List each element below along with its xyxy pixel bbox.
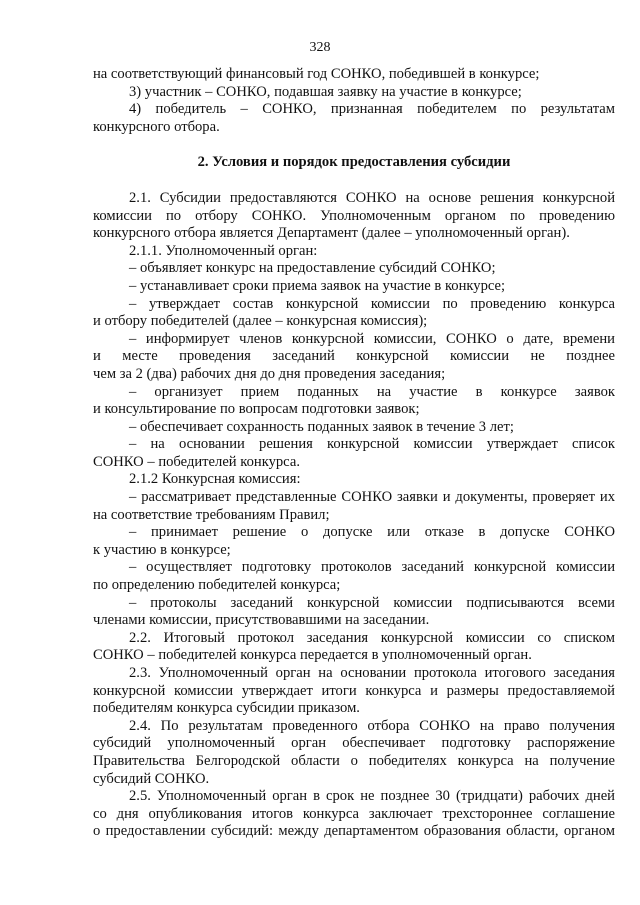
text-line: – осуществляет подготовку протоколов заседаний конкурсной комиссии bbox=[129, 559, 615, 576]
text-line: субсидий уполномоченный орган обеспечивает подготовку распоряжение bbox=[93, 735, 615, 752]
document-body bbox=[93, 66, 615, 841]
text-line: комиссии по отбору СОНКО. Уполномоченным органом по проведению bbox=[93, 207, 615, 224]
text-line: 3) участник – СОНКО, подавшая заявку на участие в конкурсе; bbox=[129, 83, 522, 100]
text-line: по определению победителей конкурса; bbox=[93, 577, 341, 594]
text-line: и отбору победителей (далее – конкурсная комиссия); bbox=[93, 313, 428, 330]
text-line: 2.5. Уполномоченный орган в срок не позднее 30 (тридцати) рабочих дней bbox=[129, 788, 615, 805]
text-line: 4) победитель – СОНКО, признанная победителем по результатам bbox=[129, 101, 615, 118]
text-line: 2.1. Субсидии предоставляются СОНКО на основе решения конкурсной bbox=[129, 189, 615, 206]
text-line: 2.3. Уполномоченный орган на основании протокола итогового заседания bbox=[129, 665, 615, 681]
text-line: субсидий СОНКО. bbox=[93, 770, 210, 787]
text-line: со дня опубликования итогов конкурса заключает трехстороннее соглашение bbox=[93, 805, 615, 822]
text-line: 2.1.1. Уполномоченный орган: bbox=[129, 242, 318, 259]
text-line: – устанавливает сроки приема заявок на участие в конкурсе; bbox=[129, 277, 506, 294]
text-line: на соответствие требованиям Правил; bbox=[93, 506, 330, 523]
text-line: – организует прием поданных на участие в конкурсе заявок bbox=[129, 383, 615, 400]
text-line: конкурсного отбора является Департамент (далее – уполномоченный орган). bbox=[93, 225, 570, 242]
text-line: на соответствующий финансовый год СОНКО, победившей в конкурсе; bbox=[93, 66, 540, 82]
text-line: и консультирование по вопросам подготовки заявок; bbox=[93, 401, 420, 418]
text-line: к участию в конкурсе; bbox=[93, 541, 231, 558]
text-line: 2.1.2 Конкурсная комиссия: bbox=[129, 471, 301, 488]
text-line: СОНКО – победителей конкурса. bbox=[93, 453, 300, 470]
text-line: – принимает решение о допуске или отказе в допуске СОНКО bbox=[129, 524, 615, 541]
text-line: – протоколы заседаний конкурсной комиссии подписываются всеми bbox=[129, 594, 615, 611]
text-line: членами комиссии, присутствовавшими на заседании. bbox=[93, 612, 430, 629]
definitions-block bbox=[93, 66, 615, 136]
text-line: конкурсной комиссии утверждает итоги конкурса и размеры предоставляемой bbox=[93, 682, 615, 699]
text-line: – утверждает состав конкурсной комиссии по проведению конкурса bbox=[129, 295, 615, 312]
text-line: – рассматривает представленные СОНКО заявки и документы, проверяет их bbox=[129, 489, 615, 506]
text-line: – объявляет конкурс на предоставление субсидий СОНКО; bbox=[129, 260, 496, 277]
section-title: 2. Условия и порядок предоставления субсидии bbox=[197, 154, 511, 171]
text-line: победителям конкурса субсидии приказом. bbox=[93, 700, 360, 717]
text-line: Правительства Белгородской области о победителях конкурса на получение bbox=[93, 752, 615, 769]
text-line: и месте проведения заседаний конкурсной комиссии не позднее bbox=[93, 348, 615, 365]
text-line: чем за 2 (два) рабочих дня до дня проведения заседания; bbox=[93, 365, 446, 382]
page-number: 328 bbox=[309, 40, 331, 55]
text-line: о предоставлении субсидий: между департаментом образования области, органом bbox=[93, 823, 615, 840]
text-line: 2.2. Итоговый протокол заседания конкурсной комиссии со списком bbox=[129, 629, 615, 646]
text-line: конкурсного отбора. bbox=[93, 118, 220, 135]
text-line: СОНКО – победителей конкурса передается в уполномоченный орган. bbox=[93, 647, 532, 664]
section-body bbox=[93, 190, 615, 841]
text-line: – на основании решения конкурсной комиссии утверждает список bbox=[129, 436, 615, 453]
text-line: – информирует членов конкурсной комиссии, СОНКО о дате, времени bbox=[129, 330, 615, 347]
text-line: – обеспечивает сохранность поданных заявок в течение 3 лет; bbox=[129, 418, 514, 435]
text-line: 2.4. По результатам проведенного отбора СОНКО на право получения bbox=[129, 717, 615, 734]
